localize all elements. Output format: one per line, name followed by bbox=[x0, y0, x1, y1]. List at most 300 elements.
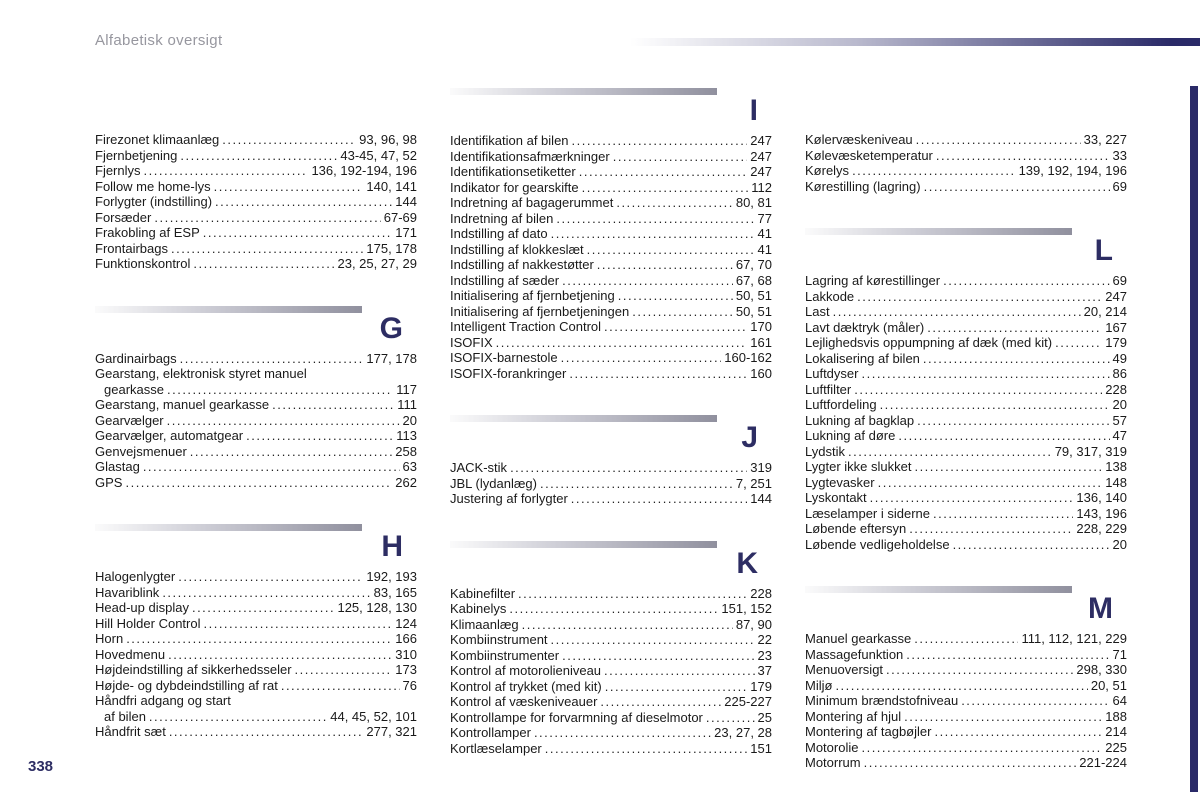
dot-leader bbox=[916, 132, 1081, 148]
dot-leader bbox=[833, 304, 1081, 320]
dot-leader bbox=[953, 537, 1110, 553]
index-entry bbox=[805, 662, 1127, 678]
entry-list bbox=[450, 460, 772, 507]
section-header-l bbox=[805, 228, 1127, 267]
entry-label: Montering af hjul bbox=[805, 708, 902, 724]
entry-pages: 161 bbox=[750, 334, 772, 350]
index-entry bbox=[805, 537, 1127, 553]
entry-pages: 310 bbox=[395, 646, 417, 662]
section-letter: K bbox=[736, 546, 758, 580]
dot-leader bbox=[562, 273, 733, 289]
entry-pages: 69 bbox=[1112, 273, 1127, 288]
entry-pages: 57 bbox=[1112, 412, 1127, 428]
entry-pages: 67, 70 bbox=[735, 257, 772, 272]
entry-pages: 171 bbox=[395, 225, 417, 240]
dot-leader bbox=[943, 273, 1109, 289]
entry-pages: 247 bbox=[1105, 288, 1127, 304]
index-entry bbox=[450, 257, 772, 273]
dot-leader bbox=[162, 585, 370, 601]
entry-pages: 247 bbox=[750, 148, 772, 164]
entry-pages: 20 bbox=[1112, 397, 1127, 412]
entry-pages: 144 bbox=[395, 194, 417, 209]
index-column bbox=[450, 88, 772, 756]
index-entry bbox=[805, 163, 1127, 179]
dot-leader bbox=[914, 631, 1018, 647]
entry-pages: 160-162 bbox=[724, 350, 772, 365]
dot-leader bbox=[924, 179, 1110, 195]
entry-label: Forsæder bbox=[95, 209, 152, 225]
entry-label: Massagefunktion bbox=[805, 646, 904, 662]
entry-pages: 125, 128, 130 bbox=[337, 600, 417, 615]
entry-pages: 148 bbox=[1105, 474, 1127, 490]
entry-list bbox=[805, 273, 1127, 552]
entry-label: Indstilling af nakkestøtter bbox=[450, 257, 594, 272]
dot-leader bbox=[193, 256, 334, 272]
entry-pages: 173 bbox=[395, 662, 417, 677]
entry-label: Kombiinstrument bbox=[450, 632, 548, 647]
entry-label: Lejlighedsvis oppumpning af dæk (med kit) bbox=[805, 335, 1053, 350]
entry-pages: 113 bbox=[396, 428, 417, 443]
dot-leader bbox=[923, 351, 1110, 367]
section-gradient-bar bbox=[450, 415, 717, 422]
section-gradient-bar bbox=[95, 306, 362, 313]
dot-leader bbox=[214, 179, 364, 195]
entry-label: Kølervæskeniveau bbox=[805, 132, 913, 147]
entry-label: Last bbox=[805, 304, 830, 319]
entry-pages: 67, 68 bbox=[735, 272, 772, 288]
entry-label: Lyskontakt bbox=[805, 490, 867, 505]
dot-leader bbox=[1055, 335, 1102, 351]
index-entry bbox=[95, 724, 417, 740]
section-gradient-bar bbox=[805, 586, 1072, 593]
dot-leader bbox=[144, 163, 309, 179]
entry-pages: 67-69 bbox=[383, 209, 417, 225]
entry-label: Kørelys bbox=[805, 163, 850, 178]
dot-leader bbox=[246, 428, 393, 444]
dot-leader bbox=[178, 569, 363, 585]
section-header-h bbox=[95, 524, 417, 563]
entry-label: Identifikationsafmærkninger bbox=[450, 148, 610, 164]
dot-leader bbox=[632, 304, 733, 320]
entry-label: Hovedmenu bbox=[95, 646, 166, 662]
index-entry bbox=[95, 709, 417, 725]
dot-leader bbox=[880, 397, 1110, 413]
entry-label: Initialisering af fjernbetjeningen bbox=[450, 303, 630, 319]
index-entry bbox=[95, 475, 417, 491]
entry-label: Miljø bbox=[805, 677, 833, 693]
entry-pages: 247 bbox=[750, 164, 772, 179]
entry-pages: 79, 317, 319 bbox=[1054, 443, 1127, 459]
entry-pages: 111 bbox=[397, 397, 417, 412]
index-entry bbox=[805, 740, 1127, 756]
dot-leader bbox=[572, 133, 748, 149]
entry-label: Montering af tagbøjler bbox=[805, 724, 932, 739]
index-entry bbox=[450, 211, 772, 227]
entry-label: ISOFIX-barnestole bbox=[450, 350, 558, 365]
entry-label: gearkasse bbox=[104, 381, 164, 397]
entry-label: Indretning af bilen bbox=[450, 210, 554, 226]
dot-leader bbox=[597, 257, 733, 273]
index-entry bbox=[805, 428, 1127, 444]
index-entry bbox=[450, 632, 772, 648]
dot-leader bbox=[571, 491, 748, 507]
index-entry bbox=[805, 631, 1127, 647]
dot-leader bbox=[835, 678, 1087, 694]
entry-pages: 23 bbox=[757, 647, 772, 663]
entry-pages: 20, 51 bbox=[1090, 677, 1127, 693]
index-entry bbox=[805, 724, 1127, 740]
index-entry bbox=[95, 132, 417, 148]
entry-label: Intelligent Traction Control bbox=[450, 319, 602, 334]
dot-leader bbox=[864, 755, 1077, 771]
section-gradient-bar bbox=[450, 541, 717, 548]
entry-pages: 192, 193 bbox=[366, 569, 417, 584]
entry-label: Lokalisering af bilen bbox=[805, 350, 920, 366]
entry-label: Follow me home-lys bbox=[95, 178, 211, 194]
index-entry bbox=[95, 256, 417, 272]
section-header-j bbox=[450, 415, 772, 454]
entry-pages: 179 bbox=[1105, 335, 1127, 350]
entry-label: Menuoversigt bbox=[805, 662, 884, 677]
entry-label: Justering af forlygter bbox=[450, 491, 568, 506]
index-entry bbox=[805, 289, 1127, 305]
entry-pages: 83, 165 bbox=[373, 584, 417, 600]
entry-label: Lydstik bbox=[805, 443, 845, 459]
entry-label: Indstilling af klokkeslæt bbox=[450, 241, 584, 257]
dot-leader bbox=[569, 366, 747, 382]
entry-pages: 140, 141 bbox=[366, 178, 417, 194]
dot-leader bbox=[878, 475, 1103, 491]
dot-leader bbox=[852, 163, 1016, 179]
section-gradient-bar bbox=[805, 228, 1072, 235]
index-entry bbox=[450, 741, 772, 757]
entry-label: Kontrollamper bbox=[450, 725, 531, 740]
dot-leader bbox=[154, 210, 380, 226]
section-letter: G bbox=[379, 311, 403, 345]
dot-leader bbox=[579, 164, 748, 180]
entry-label: Læselamper i siderne bbox=[805, 505, 931, 521]
entry-pages: 144 bbox=[750, 491, 772, 506]
entry-list bbox=[805, 631, 1127, 771]
entry-label: Klimaanlæg bbox=[450, 616, 519, 632]
section-letter: M bbox=[1088, 592, 1113, 625]
entry-label: Luftdyser bbox=[805, 366, 859, 381]
entry-label: Kontrol af væskeniveauer bbox=[450, 694, 598, 709]
dot-leader bbox=[192, 600, 335, 616]
index-entry bbox=[805, 521, 1127, 537]
index-entry bbox=[805, 444, 1127, 460]
dot-leader bbox=[168, 647, 392, 663]
index-entry bbox=[450, 491, 772, 507]
dot-leader bbox=[936, 148, 1110, 164]
entry-label: Luftfilter bbox=[805, 381, 852, 397]
index-entry bbox=[95, 616, 417, 632]
dot-leader bbox=[604, 319, 747, 335]
entry-pages: 225-227 bbox=[724, 694, 772, 709]
index-entry bbox=[95, 351, 417, 367]
index-entry bbox=[95, 678, 417, 694]
index-entry bbox=[95, 459, 417, 475]
entry-label: Halogenlygter bbox=[95, 569, 176, 584]
entry-pages: 319 bbox=[750, 460, 772, 475]
entry-label: Forlygter (indstilling) bbox=[95, 194, 213, 209]
dot-leader bbox=[167, 413, 400, 429]
dot-leader bbox=[496, 335, 748, 351]
entry-list bbox=[805, 132, 1127, 194]
dot-leader bbox=[886, 662, 1073, 678]
section-letter: H bbox=[381, 530, 403, 563]
entry-list bbox=[95, 351, 417, 491]
section-letter: J bbox=[741, 421, 758, 454]
dot-leader bbox=[906, 647, 1109, 663]
entry-label: ISOFIX-forankringer bbox=[450, 365, 567, 381]
dot-leader bbox=[126, 631, 392, 647]
entry-pages: 80, 81 bbox=[735, 195, 772, 210]
index-entry bbox=[95, 382, 417, 398]
entry-pages: 23, 25, 27, 29 bbox=[337, 256, 417, 271]
dot-leader bbox=[616, 195, 733, 211]
entry-list bbox=[95, 132, 417, 272]
dot-leader bbox=[509, 601, 718, 617]
dot-leader bbox=[562, 648, 754, 664]
entry-pages: 69 bbox=[1112, 178, 1127, 194]
index-entry bbox=[95, 585, 417, 601]
entry-label: Havariblink bbox=[95, 584, 160, 600]
dot-leader bbox=[167, 382, 393, 398]
header-gradient-rule bbox=[630, 38, 1200, 46]
dot-leader bbox=[605, 679, 748, 695]
entry-label: Indstilling af sæder bbox=[450, 272, 560, 288]
index-entry bbox=[450, 350, 772, 366]
index-entry bbox=[450, 273, 772, 289]
dot-leader bbox=[870, 490, 1074, 506]
entry-label: Indstilling af dato bbox=[450, 226, 548, 241]
entry-label: Løbende vedligeholdelse bbox=[805, 536, 950, 552]
index-entry bbox=[95, 647, 417, 663]
entry-label: Glastag bbox=[95, 459, 140, 474]
entry-pages: 7, 251 bbox=[735, 475, 772, 491]
entry-pages: 136, 140 bbox=[1076, 490, 1127, 505]
entry-label: Løbende eftersyn bbox=[805, 521, 907, 536]
index-entry bbox=[95, 179, 417, 195]
entry-label: Genvejsmenuer bbox=[95, 443, 187, 459]
entry-label: Lukning af bagklap bbox=[805, 412, 915, 428]
entry-pages: 50, 51 bbox=[735, 288, 772, 303]
entry-pages: 151, 152 bbox=[721, 601, 772, 616]
index-entry bbox=[95, 241, 417, 257]
index-entry bbox=[805, 506, 1127, 522]
entry-pages: 228, 229 bbox=[1076, 521, 1127, 536]
index-entry bbox=[450, 304, 772, 320]
dot-leader bbox=[143, 459, 400, 475]
entry-label: Head-up display bbox=[95, 600, 189, 615]
entry-label: Lakkode bbox=[805, 288, 855, 304]
dot-leader bbox=[149, 709, 327, 725]
entry-pages: 33, 227 bbox=[1083, 132, 1127, 147]
dot-leader bbox=[961, 693, 1109, 709]
page-header-title: Alfabetisk oversigt bbox=[95, 32, 223, 49]
entry-label: Lagring af kørestillinger bbox=[805, 273, 941, 288]
index-entry bbox=[450, 586, 772, 602]
dot-leader bbox=[914, 459, 1102, 475]
entry-pages: 258 bbox=[395, 443, 417, 459]
entry-label: Identifikation af bilen bbox=[450, 133, 569, 148]
entry-pages: 214 bbox=[1105, 724, 1127, 739]
dot-leader bbox=[934, 724, 1102, 740]
dot-leader bbox=[582, 180, 749, 196]
index-entry bbox=[95, 428, 417, 444]
entry-label: Lygtevasker bbox=[805, 474, 875, 490]
dot-leader bbox=[125, 475, 392, 491]
index-entry bbox=[805, 335, 1127, 351]
entry-label: Fjernlys bbox=[95, 163, 141, 178]
entry-pages: 44, 45, 52, 101 bbox=[330, 708, 417, 724]
entry-label: Funktionskontrol bbox=[95, 256, 191, 271]
index-entry bbox=[450, 366, 772, 382]
entry-pages: 221-224 bbox=[1079, 755, 1127, 770]
entry-pages: 177, 178 bbox=[366, 350, 417, 366]
entry-pages: 64 bbox=[1112, 693, 1127, 708]
index-entry bbox=[95, 569, 417, 585]
index-entry bbox=[95, 148, 417, 164]
entry-pages: 77 bbox=[757, 210, 772, 226]
dot-leader bbox=[556, 211, 754, 227]
dot-leader bbox=[618, 288, 733, 304]
dot-leader bbox=[180, 351, 364, 367]
index-entry bbox=[805, 132, 1127, 148]
entry-pages: 124 bbox=[395, 615, 417, 631]
dot-leader bbox=[604, 663, 755, 679]
index-entry bbox=[805, 397, 1127, 413]
dot-leader bbox=[561, 350, 722, 366]
index-entry bbox=[450, 335, 772, 351]
entry-label: JACK-stik bbox=[450, 460, 508, 475]
entry-pages: 41 bbox=[757, 241, 772, 257]
entry-pages: 151 bbox=[750, 740, 772, 756]
entry-label: Identifikationsetiketter bbox=[450, 164, 576, 179]
entry-label: Lukning af døre bbox=[805, 428, 896, 443]
entry-label: Indikator for gearskifte bbox=[450, 179, 579, 195]
section-gradient-bar bbox=[95, 524, 362, 531]
index-entry bbox=[450, 133, 772, 149]
dot-leader bbox=[281, 678, 400, 694]
entry-label: Gearstang, manuel gearkasse bbox=[95, 397, 270, 412]
entry-label: Luftfordeling bbox=[805, 397, 877, 412]
entry-pages: 228 bbox=[1105, 381, 1127, 397]
entry-pages: 112 bbox=[751, 179, 772, 195]
index-entry bbox=[95, 194, 417, 210]
dot-leader bbox=[215, 194, 392, 210]
entry-label: Kabinelys bbox=[450, 601, 507, 616]
entry-label: Kontrollampe for forvarmning af dieselmotor bbox=[450, 709, 703, 725]
dot-leader bbox=[600, 694, 721, 710]
dot-leader bbox=[706, 710, 755, 726]
dot-leader bbox=[171, 241, 363, 257]
dot-leader bbox=[222, 132, 356, 148]
dot-leader bbox=[909, 521, 1073, 537]
index-entry bbox=[95, 225, 417, 241]
dot-leader bbox=[203, 225, 393, 241]
entry-label: af bilen bbox=[104, 708, 146, 724]
page-edge-rule bbox=[1190, 86, 1198, 792]
index-entry bbox=[805, 693, 1127, 709]
index-entry bbox=[95, 662, 417, 678]
dot-leader bbox=[522, 617, 733, 633]
entry-label: Kombiinstrumenter bbox=[450, 647, 560, 663]
dot-leader bbox=[933, 506, 1073, 522]
entry-pages: 47 bbox=[1112, 428, 1127, 443]
entry-pages: 170 bbox=[750, 319, 772, 334]
section-letter: L bbox=[1094, 234, 1113, 267]
entry-pages: 167 bbox=[1105, 319, 1127, 335]
index-entry bbox=[450, 319, 772, 335]
dot-leader bbox=[861, 366, 1109, 382]
entry-pages: 277, 321 bbox=[366, 724, 417, 739]
entry-label: ISOFIX bbox=[450, 334, 493, 350]
index-entry bbox=[450, 180, 772, 196]
entry-label: Kontrol af motorolieniveau bbox=[450, 663, 602, 678]
index-entry bbox=[805, 148, 1127, 164]
index-entry bbox=[450, 226, 772, 242]
entry-pages: 25 bbox=[757, 709, 772, 725]
entry-label: Minimum brændstofniveau bbox=[805, 693, 959, 708]
index-entry bbox=[95, 163, 417, 179]
index-entry bbox=[450, 288, 772, 304]
index-entry bbox=[450, 460, 772, 476]
section-gradient-bar bbox=[450, 88, 717, 95]
entry-label: Hill Holder Control bbox=[95, 615, 201, 631]
index-entry bbox=[450, 242, 772, 258]
index-entry bbox=[95, 210, 417, 226]
index-entry bbox=[450, 694, 772, 710]
index-column bbox=[805, 132, 1127, 771]
index-entry bbox=[95, 600, 417, 616]
dot-leader bbox=[861, 740, 1102, 756]
entry-pages: 166 bbox=[395, 631, 417, 646]
dot-leader bbox=[540, 476, 733, 492]
entry-label: Lygter ikke slukket bbox=[805, 459, 912, 474]
entry-pages: 22 bbox=[757, 632, 772, 647]
entry-label: GPS bbox=[95, 474, 123, 490]
entry-pages: 143, 196 bbox=[1076, 505, 1127, 521]
dot-leader bbox=[534, 725, 711, 741]
entry-label: Manuel gearkasse bbox=[805, 631, 912, 646]
entry-pages: 87, 90 bbox=[735, 616, 772, 632]
index-entry bbox=[450, 617, 772, 633]
index-entry bbox=[450, 725, 772, 741]
entry-pages: 179 bbox=[750, 678, 772, 694]
section-header-m bbox=[805, 586, 1127, 625]
entry-label: Kortlæselamper bbox=[450, 740, 542, 756]
dot-leader bbox=[510, 460, 747, 476]
entry-pages: 117 bbox=[396, 381, 417, 397]
dot-leader bbox=[295, 662, 393, 678]
index-entry bbox=[805, 459, 1127, 475]
index-entry bbox=[805, 382, 1127, 398]
entry-pages: 23, 27, 28 bbox=[714, 725, 772, 740]
entry-label: JBL (lydanlæg) bbox=[450, 475, 537, 491]
entry-list bbox=[450, 133, 772, 381]
entry-label: Højdeindstilling af sikkerhedsseler bbox=[95, 662, 292, 677]
entry-pages: 76 bbox=[402, 677, 417, 693]
index-entry bbox=[450, 601, 772, 617]
index-entry bbox=[95, 444, 417, 460]
entry-pages: 41 bbox=[757, 226, 772, 241]
section-letter: I bbox=[749, 94, 758, 127]
dot-leader bbox=[848, 444, 1052, 460]
index-entry bbox=[450, 149, 772, 165]
dot-leader bbox=[857, 289, 1102, 305]
